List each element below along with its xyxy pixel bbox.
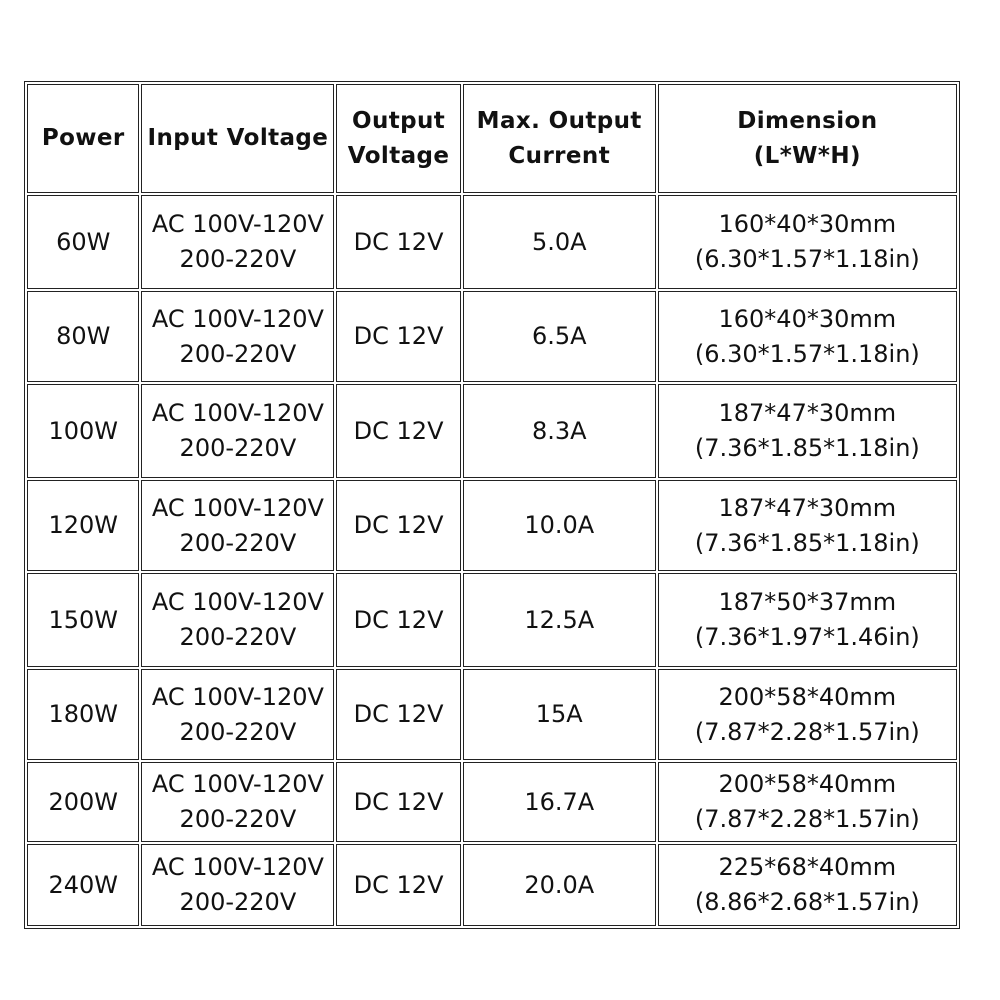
cell-dimension (658, 195, 957, 289)
cell-dimension-in: (8.86*2.68*1.57in) (694, 888, 920, 916)
cell-output-voltage: DC 12V (336, 844, 461, 926)
cell-power: 80W (27, 291, 139, 382)
table-row (27, 573, 957, 667)
cell-power: 100W (27, 384, 139, 478)
cell-output-voltage: DC 12V (336, 291, 461, 382)
cell-input-voltage-alt: 200-220V (179, 528, 297, 557)
cell-dimension-mm: 187*47*30mm (718, 399, 897, 427)
cell-power: 180W (27, 669, 139, 760)
cell-dimension-in: (7.36*1.85*1.18in) (694, 528, 920, 557)
cell-max-current: 20.0A (463, 844, 656, 926)
cell-dimension (658, 669, 957, 760)
cell-input-voltage (141, 291, 334, 382)
table-header (27, 84, 957, 193)
cell-input-voltage-ac: AC 100V-120V (151, 210, 324, 238)
cell-input-voltage-ac: AC 100V-120V (151, 304, 324, 333)
cell-dimension-mm: 200*58*40mm (718, 770, 897, 798)
cell-dimension (658, 384, 957, 478)
table-row (27, 195, 957, 289)
cell-output-voltage: DC 12V (336, 669, 461, 760)
cell-dimension-mm: 160*40*30mm (718, 304, 897, 333)
cell-input-voltage-ac: AC 100V-120V (151, 399, 324, 427)
cell-input-voltage-alt: 200-220V (179, 717, 297, 746)
cell-output-voltage: DC 12V (336, 573, 461, 667)
header-dimension-line-1: Dimension (737, 107, 878, 134)
cell-power: 150W (27, 573, 139, 667)
cell-input-voltage-alt: 200-220V (179, 245, 297, 273)
cell-dimension-in: (7.36*1.97*1.46in) (694, 623, 920, 651)
header-output-voltage (336, 84, 461, 193)
table-row (27, 384, 957, 478)
cell-dimension (658, 844, 957, 926)
cell-dimension-mm: 187*47*30mm (718, 493, 897, 522)
cell-input-voltage (141, 195, 334, 289)
cell-dimension-in: (7.36*1.85*1.18in) (694, 434, 920, 462)
cell-input-voltage (141, 844, 334, 926)
cell-max-current: 6.5A (463, 291, 656, 382)
table-row (27, 291, 957, 382)
cell-max-current: 15A (463, 669, 656, 760)
cell-power: 120W (27, 480, 139, 571)
table-row (27, 480, 957, 571)
cell-dimension-in: (6.30*1.57*1.18in) (694, 245, 920, 273)
cell-dimension-in: (7.87*2.28*1.57in) (694, 805, 920, 833)
header-row (27, 84, 957, 193)
cell-output-voltage: DC 12V (336, 480, 461, 571)
cell-dimension-mm: 225*68*40mm (718, 853, 897, 881)
cell-dimension (658, 291, 957, 382)
cell-input-voltage (141, 573, 334, 667)
power-supply-spec-table (24, 81, 960, 929)
cell-dimension-in: (6.30*1.57*1.18in) (694, 339, 920, 368)
cell-dimension-mm: 200*58*40mm (718, 682, 897, 711)
cell-input-voltage (141, 762, 334, 842)
table-row (27, 669, 957, 760)
header-input-voltage (141, 84, 334, 193)
cell-max-current: 10.0A (463, 480, 656, 571)
cell-input-voltage (141, 669, 334, 760)
cell-dimension (658, 573, 957, 667)
table-row (27, 762, 957, 842)
cell-max-current: 8.3A (463, 384, 656, 478)
cell-input-voltage (141, 384, 334, 478)
cell-output-voltage: DC 12V (336, 195, 461, 289)
header-output-voltage-line-1: Output (352, 107, 446, 134)
header-max-output-current-line-1: Max. Output (476, 107, 642, 134)
cell-input-voltage-alt: 200-220V (179, 888, 297, 916)
cell-max-current: 16.7A (463, 762, 656, 842)
cell-input-voltage-alt: 200-220V (179, 434, 297, 462)
cell-input-voltage-ac: AC 100V-120V (151, 588, 324, 616)
cell-power: 60W (27, 195, 139, 289)
cell-input-voltage (141, 480, 334, 571)
cell-max-current: 5.0A (463, 195, 656, 289)
cell-dimension (658, 480, 957, 571)
header-power-line: Power (41, 125, 125, 151)
cell-power: 240W (27, 844, 139, 926)
cell-input-voltage-alt: 200-220V (179, 805, 297, 833)
cell-input-voltage-alt: 200-220V (179, 623, 297, 651)
header-dimension-line-2: (L*W*H) (753, 142, 861, 169)
cell-power: 200W (27, 762, 139, 842)
header-dimension (658, 84, 957, 193)
header-power (27, 84, 139, 193)
header-max-output-current (463, 84, 656, 193)
cell-input-voltage-ac: AC 100V-120V (151, 770, 324, 798)
header-max-output-current-line-2: Current (508, 142, 611, 169)
cell-dimension-mm: 187*50*37mm (718, 588, 897, 616)
cell-max-current: 12.5A (463, 573, 656, 667)
cell-output-voltage: DC 12V (336, 384, 461, 478)
cell-dimension-mm: 160*40*30mm (718, 210, 897, 238)
cell-input-voltage-ac: AC 100V-120V (151, 853, 324, 881)
header-output-voltage-line-2: Voltage (347, 142, 450, 169)
cell-input-voltage-ac: AC 100V-120V (151, 493, 324, 522)
table-body (27, 195, 957, 926)
cell-input-voltage-ac: AC 100V-120V (151, 682, 324, 711)
table-row (27, 844, 957, 926)
cell-output-voltage: DC 12V (336, 762, 461, 842)
header-input-voltage-line: Input Voltage (147, 125, 329, 151)
cell-input-voltage-alt: 200-220V (179, 339, 297, 368)
cell-dimension (658, 762, 957, 842)
cell-dimension-in: (7.87*2.28*1.57in) (694, 717, 920, 746)
